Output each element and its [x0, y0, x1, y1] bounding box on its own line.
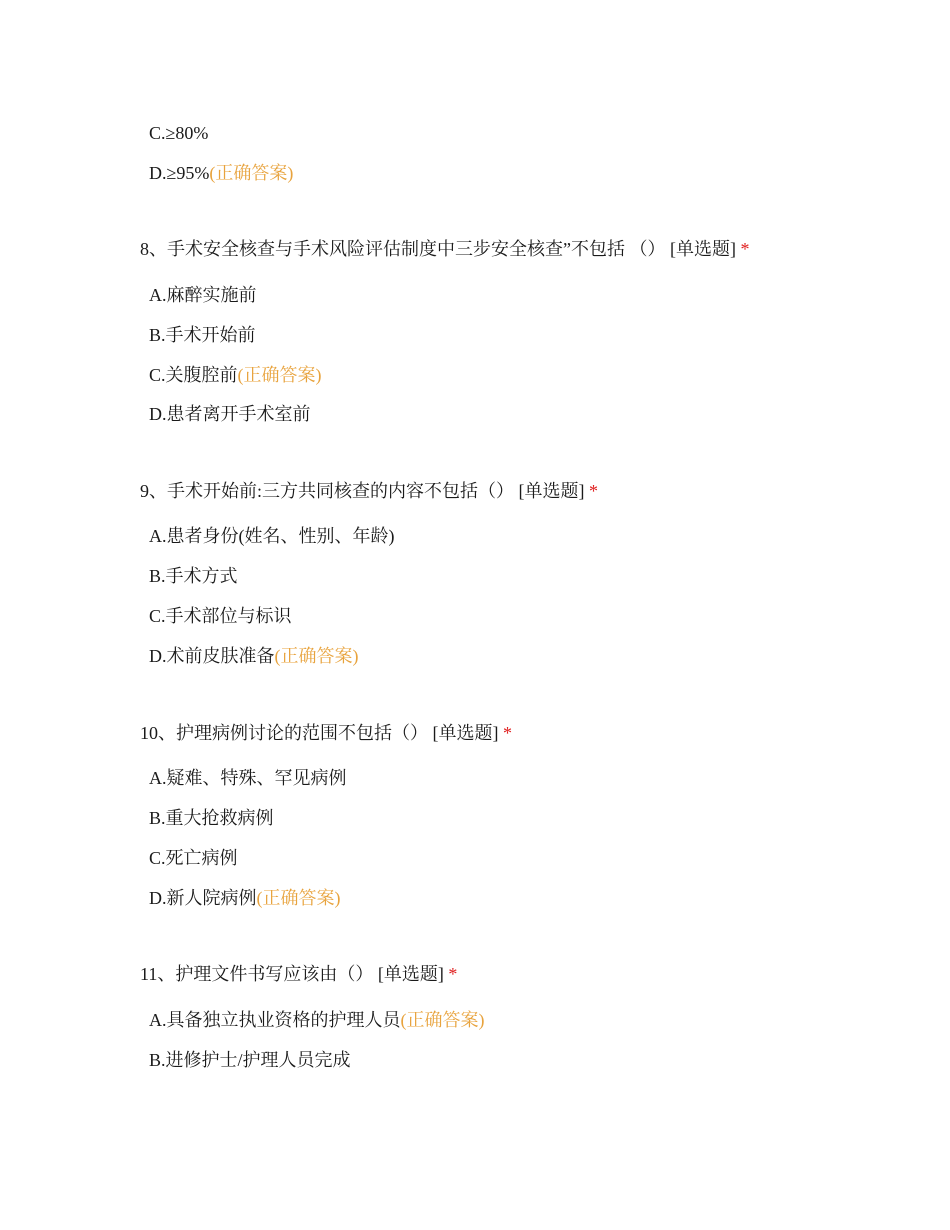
option-text: A.具备独立执业资格的护理人员 — [149, 1010, 401, 1030]
correct-answer-marker: (正确答案) — [237, 365, 322, 385]
q10-option-c — [149, 846, 238, 870]
option-text: C.手术部位与标识 — [149, 606, 292, 626]
q9-option-d — [149, 644, 359, 668]
question-text: 10、护理病例讨论的范围不包括（） [单选题] — [140, 723, 499, 743]
correct-answer-marker: (正确答案) — [274, 646, 359, 666]
required-marker: * — [503, 723, 512, 743]
q10-title — [140, 721, 512, 745]
q8-title — [140, 237, 749, 261]
q8-option-a — [149, 283, 257, 307]
q10-option-b — [149, 806, 274, 830]
option-text: D.新人院病例 — [149, 888, 257, 908]
q7-option-d — [149, 161, 293, 185]
option-text: B.手术方式 — [149, 566, 238, 586]
q9-title — [140, 479, 598, 503]
correct-answer-marker: (正确答案) — [256, 888, 341, 908]
option-text: A.麻醉实施前 — [149, 285, 257, 305]
option-text: C.关腹腔前 — [149, 365, 238, 385]
correct-answer-marker: (正确答案) — [400, 1010, 485, 1030]
option-text: D.患者离开手术室前 — [149, 404, 311, 424]
correct-answer-marker: (正确答案) — [209, 163, 294, 183]
option-text: C.死亡病例 — [149, 848, 238, 868]
option-text: D.≥95% — [149, 163, 210, 183]
question-text: 8、手术安全核查与手术风险评估制度中三步安全核查”不包括 （） [单选题] — [140, 239, 736, 259]
required-marker: * — [589, 481, 598, 501]
option-text: A.患者身份(姓名、性别、年龄) — [149, 526, 395, 546]
q10-option-a — [149, 766, 347, 790]
q8-option-d — [149, 402, 311, 426]
q9-option-a — [149, 524, 395, 548]
question-text: 9、手术开始前:三方共同核查的内容不包括（） [单选题] — [140, 481, 585, 501]
required-marker: * — [740, 239, 750, 259]
q11-title — [140, 962, 457, 986]
option-text: B.重大抢救病例 — [149, 808, 274, 828]
q10-option-d — [149, 886, 341, 910]
question-text: 11、护理文件书写应该由（） [单选题] — [140, 964, 444, 984]
q9-option-b — [149, 564, 238, 588]
q8-option-b — [149, 323, 256, 347]
q8-option-c — [149, 363, 322, 387]
q9-option-c — [149, 604, 292, 628]
q11-option-b — [149, 1048, 351, 1072]
q7-option-c — [149, 121, 208, 145]
option-text: B.手术开始前 — [149, 325, 256, 345]
option-text: C.≥80% — [149, 123, 209, 143]
option-text: A.疑难、特殊、罕见病例 — [149, 768, 347, 788]
q11-option-a — [149, 1008, 485, 1032]
required-marker: * — [448, 964, 458, 984]
option-text: D.术前皮肤准备 — [149, 646, 275, 666]
option-text: B.进修护士/护理人员完成 — [149, 1050, 351, 1070]
